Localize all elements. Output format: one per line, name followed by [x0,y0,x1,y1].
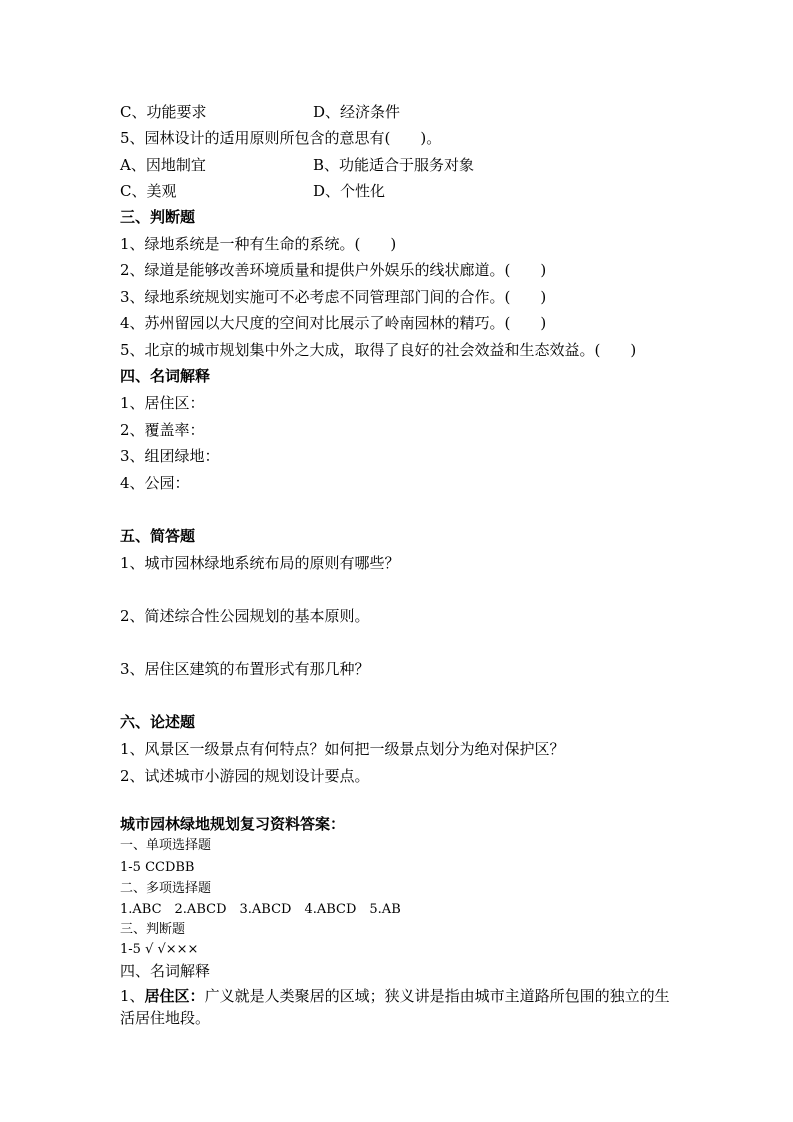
q5-option-a: A、因地制宜 [120,156,206,174]
terms-section-title: 四、名词解释 [120,367,211,385]
short-item: 2、简述综合性公园规划的基本原则。 [120,607,370,625]
answers-subsection-judge: 三、判断题 [120,922,186,937]
answer-term-definition: 广义就是人类聚居的区域；狭义讲是指由城市主道路所包围的独立的生活居住地段。 [120,987,670,1027]
short-section-title: 五、简答题 [120,527,196,545]
judge-item: 4、苏州留园以大尺度的空间对比展示了岭南园林的精巧。( ) [120,314,547,332]
short-item: 1、城市园林绿地系统布局的原则有哪些？ [120,554,400,572]
answers-title: 城市园林绿地规划复习资料答案： [120,815,346,833]
q5-option-d: D、个性化 [313,182,386,200]
judge-item: 1、绿地系统是一种有生命的系统。( ) [120,235,397,253]
answers-subsection-single: 一、单项选择题 [120,838,212,853]
essay-item: 2、试述城市小游园的规划设计要点。 [120,767,370,785]
q5-question: 5、园林设计的适用原则所包含的意思有( )。 [120,129,442,147]
judge-item: 5、北京的城市规划集中外之大成，取得了良好的社会效益和生态效益。( ) [120,341,637,359]
q5-options-row-2 [120,182,386,200]
answer-term-number: 1、 [120,987,145,1005]
q4-option-d: D、经济条件 [313,103,401,121]
term-item: 3、组团绿地： [120,447,220,465]
q4-option-c: C、功能要求 [120,103,207,121]
judge-item: 3、绿地系统规划实施可不必考虑不同管理部门间的合作。( ) [120,288,547,306]
answers-single-choice: 1-5 CCDBB [120,860,195,875]
q5-options-row-1 [120,156,475,174]
term-item: 1、居住区： [120,394,205,412]
q5-option-c: C、美观 [120,182,177,200]
judge-item: 2、绿道是能够改善环境质量和提供户外娱乐的线状廊道。( ) [120,261,547,279]
answer-term-residential [120,985,680,1029]
term-item: 2、覆盖率： [120,421,205,439]
judge-section-title: 三、判断题 [120,208,196,226]
answers-subsection-multiple: 二、多项选择题 [120,881,212,896]
answers-multiple-choice: 1.ABC 2.ABCD 3.ABCD 4.ABCD 5.AB [120,902,401,917]
term-item: 4、公园： [120,474,190,492]
essay-item: 1、风景区一级景点有何特点？如何把一级景点划分为绝对保护区？ [120,740,565,758]
answers-subsection-terms: 四、名词解释 [120,962,211,980]
q4-options-row [120,103,401,121]
short-item: 3、居住区建筑的布置形式有那几种？ [120,660,370,678]
essay-section-title: 六、论述题 [120,713,196,731]
q5-option-b: B、功能适合于服务对象 [313,156,475,174]
answers-judge: 1-5 √ √××× [120,942,199,957]
answer-term-label: 居住区： [144,987,205,1005]
